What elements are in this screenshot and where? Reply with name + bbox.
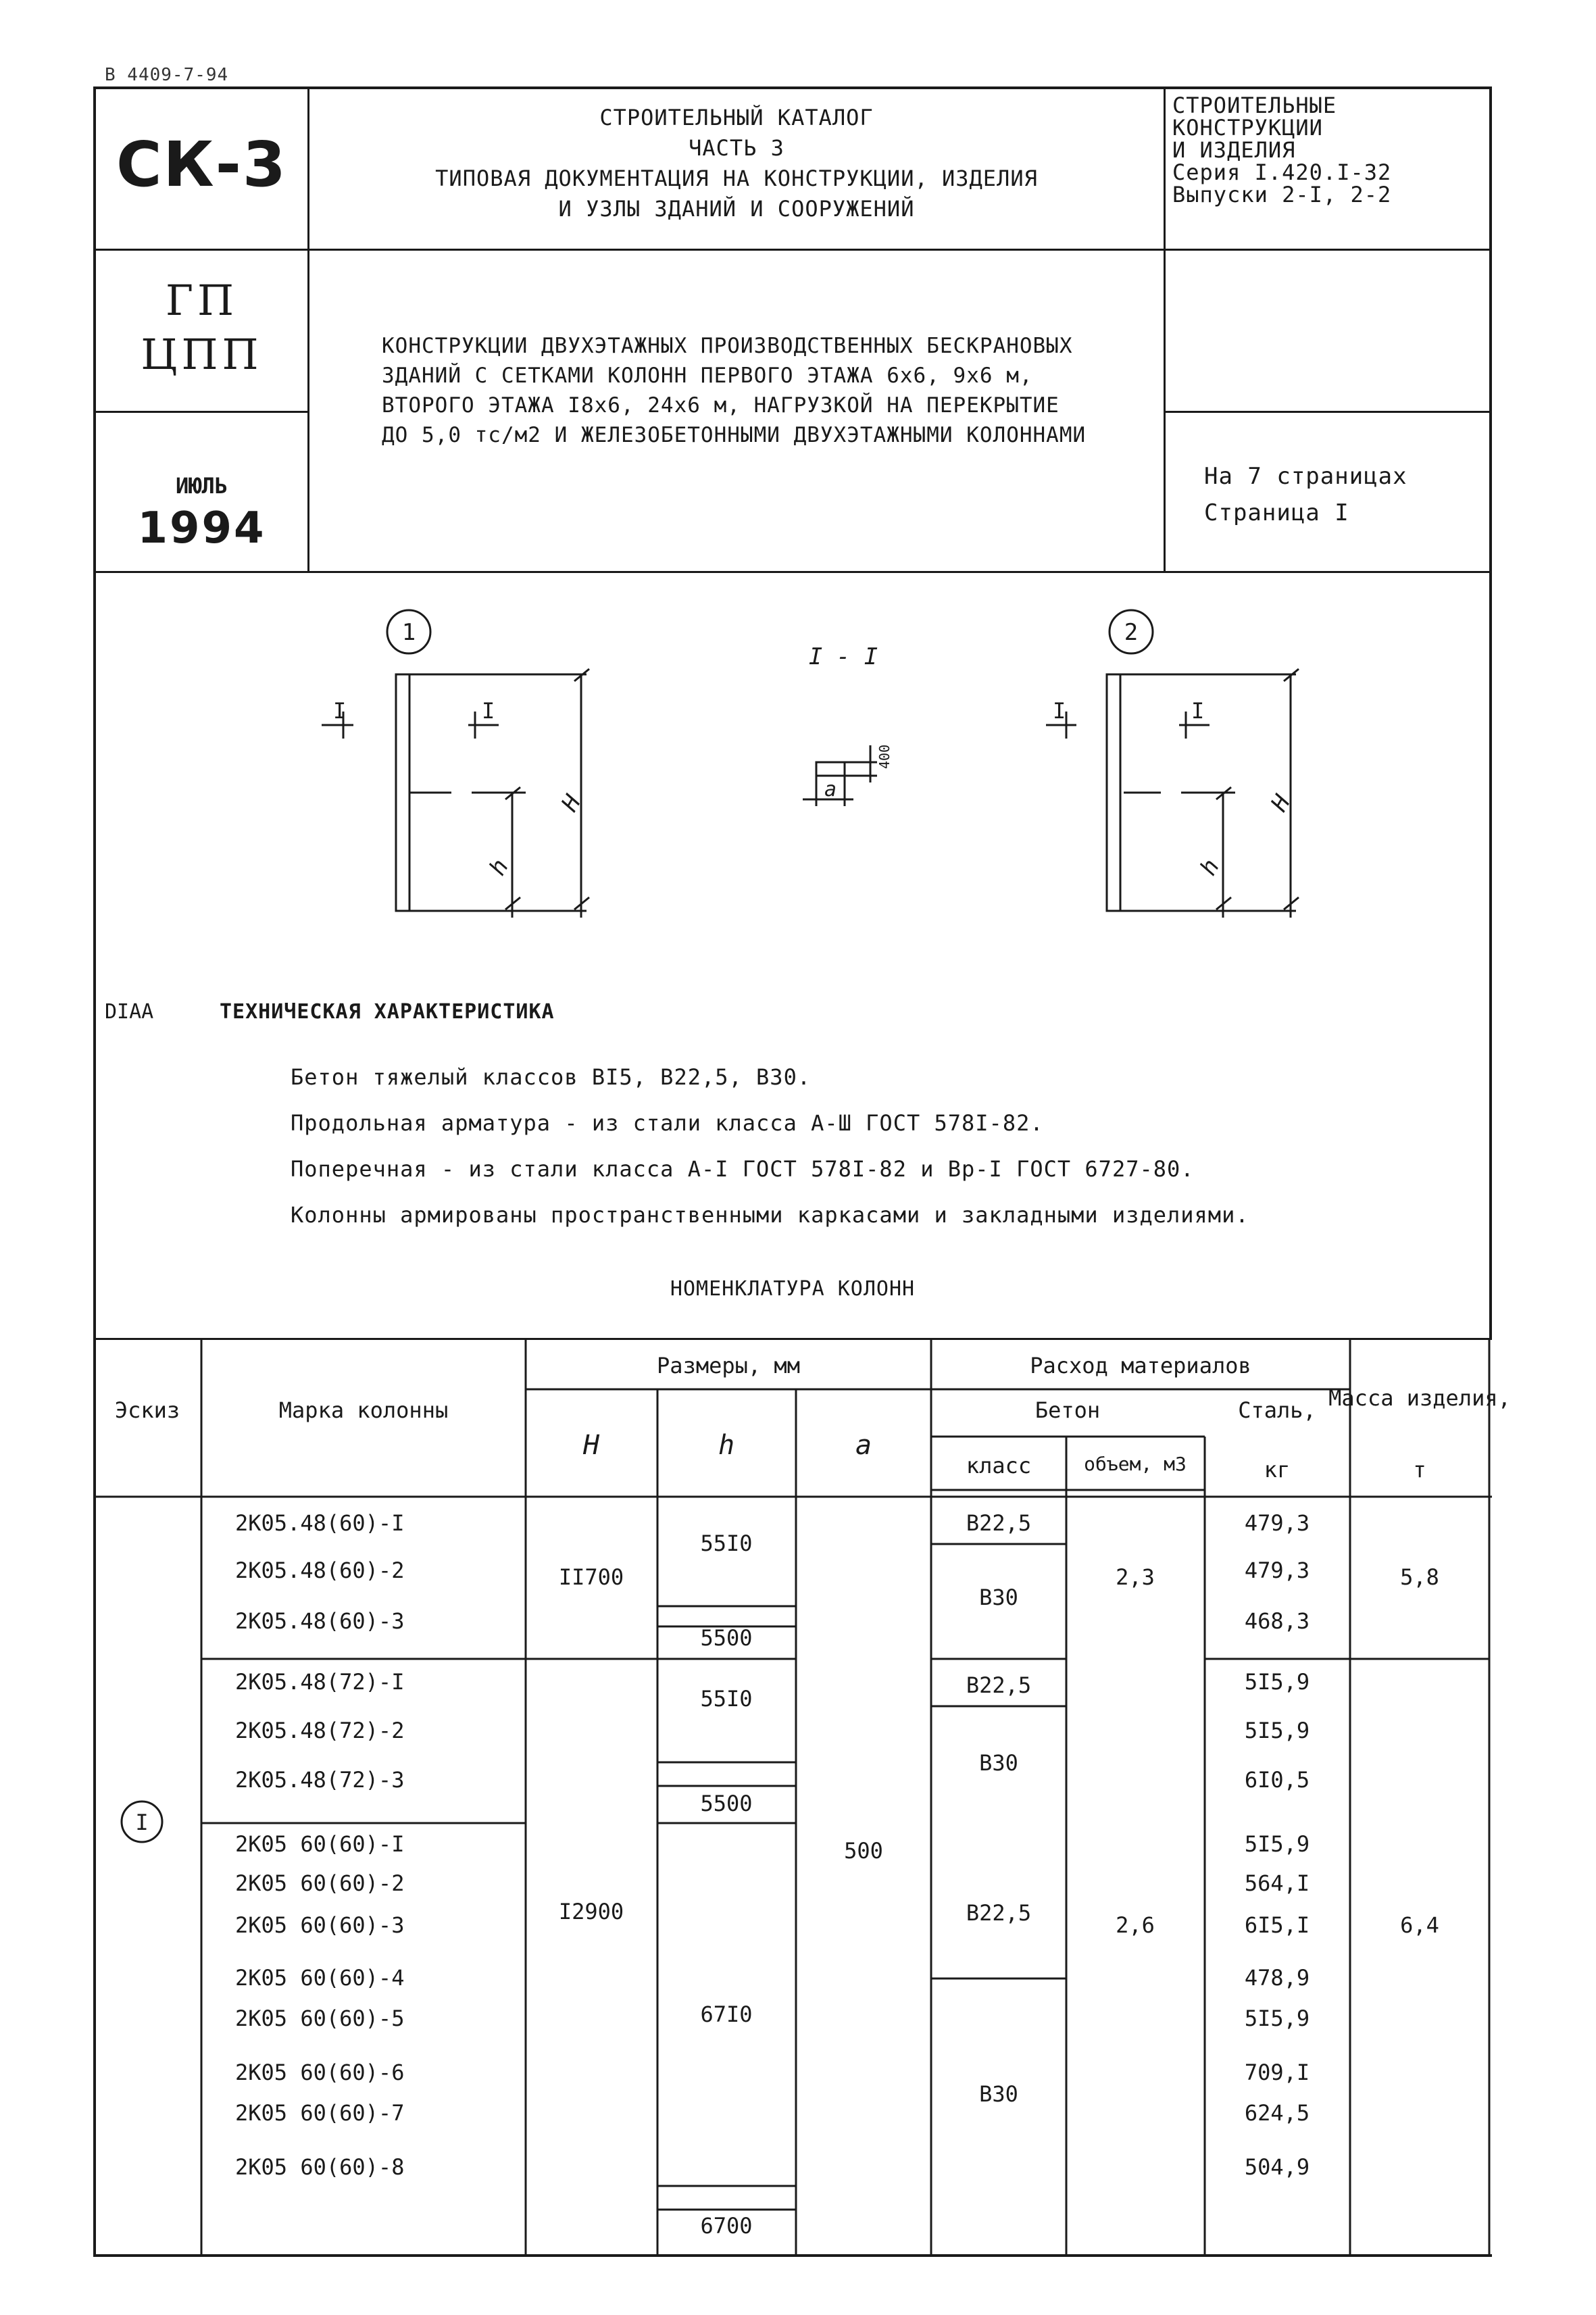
cell-steel: 478,9 <box>1244 1965 1310 1991</box>
sketch-2-label-h: h <box>1195 854 1226 880</box>
cell-mass: 6,4 <box>1400 1912 1439 1938</box>
document-reference: В 4409-7-94 <box>105 65 229 85</box>
cell-steel: 6I5,I <box>1244 1912 1310 1938</box>
cell-steel: 5I5,9 <box>1244 1831 1310 1857</box>
nomenclature-title: НОМЕНКЛАТУРА КОЛОНН <box>670 1277 916 1301</box>
frame-top <box>93 86 1492 89</box>
header-sizes: Размеры, мм <box>657 1353 800 1378</box>
cell-steel: 624,5 <box>1244 2100 1310 2126</box>
cell-a: 500 <box>844 1838 883 1864</box>
cell-class: B30 <box>979 1585 1018 1610</box>
catalog-line: ЧАСТЬ 3 <box>689 135 784 161</box>
cell-steel: 709,I <box>1244 2060 1310 2085</box>
cell-mark: 2К05 60(60)-6 <box>235 2060 405 2085</box>
header-divider-h1 <box>93 249 1492 251</box>
header-volume: объем, м3 <box>1084 1453 1187 1475</box>
catalog-line: И УЗЛЫ ЗДАНИЙ И СООРУЖЕНИЙ <box>558 196 915 222</box>
cell-class: B22,5 <box>966 1900 1032 1926</box>
marks-column <box>235 1510 404 2180</box>
section-title: I - I <box>808 643 878 670</box>
org-line: ЦПП <box>141 330 263 379</box>
cell-steel: 504,9 <box>1244 2154 1310 2180</box>
section-label-a: a <box>824 778 837 801</box>
section-block <box>1172 95 1391 206</box>
tech-line: Колонны армированы пространственными каркасами и закладными изделиями. <box>291 1202 1249 1228</box>
header-H: H <box>582 1430 600 1461</box>
header-sketch: Эскиз <box>114 1397 180 1423</box>
cell-h: 55I0 <box>700 1530 753 1556</box>
header-concrete: Бетон <box>1034 1397 1101 1423</box>
header-class: класс <box>966 1453 1032 1478</box>
cell-mark: 2К05.48(60)-2 <box>235 1558 405 1583</box>
page-info <box>1204 458 1407 531</box>
title-line: ДО 5,0 тс/м2 И ЖЕЛЕЗОБЕТОННЫМИ ДВУХЭТАЖНЫМИ КОЛОННАМИ <box>382 423 1087 447</box>
header-steel-unit: кг <box>1264 1457 1291 1483</box>
cell-mark: 2К05.48(72)-2 <box>235 1718 405 1743</box>
section-dim-400: 400 <box>876 744 893 769</box>
release-month: ИЮЛЬ <box>175 473 228 499</box>
cell-steel: 479,3 <box>1244 1558 1310 1583</box>
cell-H: II700 <box>558 1564 624 1590</box>
tech-code: DIAA <box>105 1000 154 1024</box>
page-count: На 7 страницах <box>1204 463 1407 490</box>
tech-line: Поперечная - из стали класса А-I ГОСТ 578I-82 и Вр-I ГОСТ 6727-80. <box>291 1156 1195 1182</box>
header-materials: Расход материалов <box>1030 1353 1251 1378</box>
header-mass-unit: т <box>1413 1457 1426 1483</box>
cell-h: 67I0 <box>700 2001 753 2027</box>
header-divider-h2 <box>93 411 309 413</box>
cell-steel: 468,3 <box>1244 1608 1310 1634</box>
tech-lines <box>291 1054 1249 1238</box>
cell-steel: 6I0,5 <box>1244 1767 1310 1793</box>
section-line: СТРОИТЕЛЬНЫЕ <box>1172 93 1337 118</box>
section-line: КОНСТРУКЦИИ <box>1172 115 1323 141</box>
cell-volume: 2,3 <box>1116 1564 1155 1590</box>
header-divider-h3 <box>1164 411 1492 413</box>
section-cut-rect <box>816 762 845 776</box>
org-block <box>96 274 307 382</box>
section-line: И ИЗДЕЛИЯ <box>1172 137 1296 163</box>
cell-class: B30 <box>979 2081 1018 2107</box>
tech-line: Бетон тяжелый классов BI5, B22,5, B30. <box>291 1064 812 1090</box>
section-line: Выпуски 2-I, 2-2 <box>1172 182 1392 207</box>
release-year: 1994 <box>137 503 266 553</box>
title-line: ЗДАНИЙ С СЕТКАМИ КОЛОНН ПЕРВОГО ЭТАЖА 6х6, 9х6 м, <box>382 364 1033 388</box>
cell-steel: 5I5,9 <box>1244 1669 1310 1695</box>
cut-mark-label: I <box>1191 698 1205 724</box>
cell-class: B30 <box>979 1750 1018 1776</box>
cell-mark: 2К05 60(60)-2 <box>235 1870 405 1896</box>
header-mark: Марка колонны <box>278 1397 449 1423</box>
cut-mark-label: I <box>333 698 347 724</box>
header-h: h <box>718 1430 735 1461</box>
header-mass: Масса изделия, <box>1328 1385 1511 1411</box>
cell-steel: 5I5,9 <box>1244 1718 1310 1743</box>
cell-mark: 2К05.48(60)-I <box>235 1510 405 1536</box>
catalog-code: СК-3 <box>116 128 287 201</box>
header-a: a <box>855 1430 872 1461</box>
sketch-1-number: 1 <box>401 619 416 646</box>
cell-mark: 2К05 60(60)-4 <box>235 1965 405 1991</box>
nomenclature-table <box>93 1338 1511 2257</box>
tech-heading: ТЕХНИЧЕСКАЯ ХАРАКТЕРИСТИКА <box>220 1000 555 1024</box>
cell-h: 6700 <box>700 2213 753 2239</box>
cut-mark-label: I <box>482 698 495 724</box>
tech-line: Продольная арматура - из стали класса А-Ш ГОСТ 578I-82. <box>291 1110 1044 1136</box>
cell-class: B22,5 <box>966 1672 1032 1698</box>
cell-mark: 2К05 60(60)-I <box>235 1831 405 1857</box>
column-sketches <box>93 573 1492 978</box>
cell-steel: 5I5,9 <box>1244 2006 1310 2031</box>
cell-h: 55I0 <box>700 1686 753 1712</box>
cell-steel: 479,3 <box>1244 1510 1310 1536</box>
catalog-line: СТРОИТЕЛЬНЫЙ КАТАЛОГ <box>599 105 874 130</box>
sketch-1-label-H: H <box>556 790 587 816</box>
cell-mark: 2К05 60(60)-5 <box>235 2006 405 2031</box>
sketch-1-label-h: h <box>484 854 515 880</box>
sketch-number: I <box>135 1810 149 1835</box>
cell-mark: 2К05 60(60)-3 <box>235 1912 405 1938</box>
cell-mark: 2К05 60(60)-8 <box>235 2154 405 2180</box>
title-line: ВТОРОГО ЭТАЖА I8х6, 24х6 м, НАГРУЗКОЙ НА ПЕРЕКРЫТИЕ <box>382 393 1059 418</box>
section-line: Серия I.420.I-32 <box>1172 159 1392 185</box>
title-line: КОНСТРУКЦИИ ДВУХЭТАЖНЫХ ПРОИЗВОДСТВЕННЫХ БЕСКРАНОВЫХ <box>382 334 1073 358</box>
page-number: Страница I <box>1204 499 1349 526</box>
cell-volume: 2,6 <box>1116 1912 1155 1938</box>
cell-mass: 5,8 <box>1400 1564 1439 1590</box>
sketch-2-label-H: H <box>1266 790 1297 816</box>
org-line: ГП <box>165 276 239 325</box>
header-divider-v2 <box>1164 86 1166 573</box>
steel-column <box>1245 1510 1310 2180</box>
sketch-2-number: 2 <box>1124 619 1139 646</box>
sketch-1-column-shaft <box>396 674 409 911</box>
catalog-block <box>309 103 1164 224</box>
cell-mark: 2К05.48(72)-3 <box>235 1767 405 1793</box>
cell-H: I2900 <box>558 1899 624 1924</box>
header-steel: Сталь, <box>1238 1397 1316 1423</box>
catalog-line: ТИПОВАЯ ДОКУМЕНТАЦИЯ НА КОНСТРУКЦИИ, ИЗДЕЛИЯ <box>435 166 1038 191</box>
document-title <box>382 331 1086 450</box>
cell-class: B22,5 <box>966 1510 1032 1536</box>
cell-mark: 2К05 60(60)-7 <box>235 2100 405 2126</box>
cut-mark-label: I <box>1053 698 1066 724</box>
cell-h: 5500 <box>700 1625 753 1651</box>
cell-mark: 2К05.48(60)-3 <box>235 1608 405 1634</box>
sketch-2-column-shaft <box>1107 674 1120 911</box>
cell-steel: 564,I <box>1244 1870 1310 1896</box>
cell-mark: 2К05.48(72)-I <box>235 1669 405 1695</box>
cell-h: 5500 <box>700 1791 753 1816</box>
